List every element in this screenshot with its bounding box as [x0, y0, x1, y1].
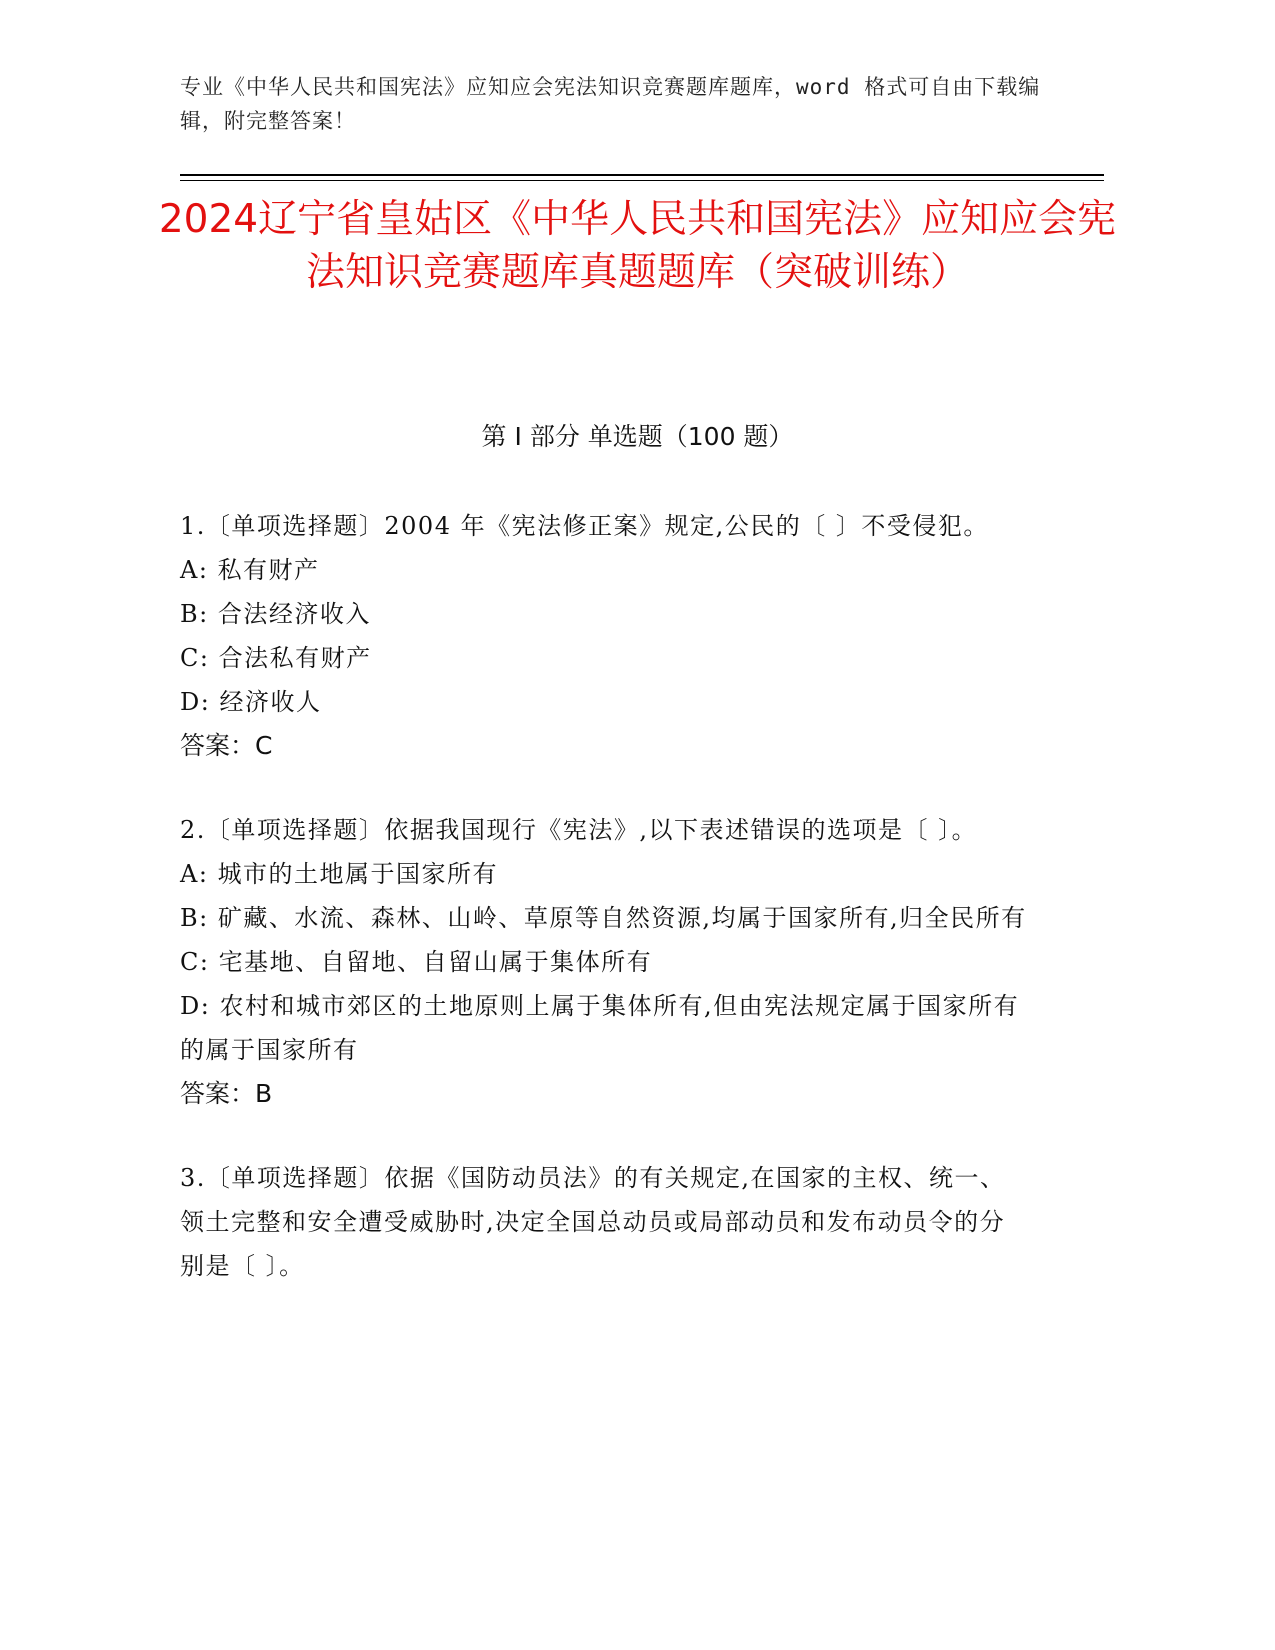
- question-2: [180, 808, 1030, 1116]
- option-c: [180, 636, 1030, 680]
- question-3: [180, 1156, 1030, 1288]
- option-key: B:: [180, 600, 209, 628]
- question-text: 3.〔单项选择题〕依据《国防动员法》的有关规定,在国家的主权、统一、领土完整和安全遭受威胁时,决定全国总动员或局部动员和发布动员令的分别是〔 〕。: [180, 1164, 1006, 1280]
- option-d: [180, 984, 1030, 1072]
- question-1: [180, 504, 1030, 768]
- option-a: [180, 852, 1030, 896]
- option-text: 经济收人: [219, 688, 322, 716]
- section-heading: 第 I 部分 单选题（100 题）: [481, 422, 794, 451]
- option-text: 合法私有财产: [218, 644, 372, 672]
- option-key: A:: [180, 860, 209, 888]
- question-text: 1.〔单项选择题〕2004 年《宪法修正案》规定,公民的〔 〕不受侵犯。: [180, 512, 989, 540]
- option-text: 合法经济收入: [217, 600, 371, 628]
- option-text: 矿藏、水流、森林、山岭、草原等自然资源,均属于国家所有,归全民所有: [217, 904, 1027, 932]
- option-text: 城市的土地属于国家所有: [217, 860, 499, 888]
- question-text: 2.〔单项选择题〕依据我国现行《宪法》,以下表述错误的选项是〔 〕。: [180, 816, 978, 844]
- option-c: [180, 940, 1030, 984]
- option-b: [180, 896, 1030, 940]
- answer-line: 答案：B: [180, 1079, 273, 1108]
- option-key: B:: [180, 904, 209, 932]
- option-key: D:: [180, 688, 211, 716]
- intro-text: 专业《中华人民共和国宪法》应知应会宪法知识竞赛题库题库，word 格式可自由下载编辑，附完整答案！: [180, 75, 1041, 133]
- option-text: 农村和城市郊区的土地原则上属于集体所有,但由宪法规定属于国家所有的属于国家所有: [180, 992, 1020, 1064]
- option-key: D:: [180, 992, 211, 1020]
- option-d: [180, 680, 1030, 724]
- option-text: 私有财产: [217, 556, 320, 584]
- option-text: 宅基地、自留地、自留山属于集体所有: [218, 948, 653, 976]
- answer-line: 答案：C: [180, 731, 273, 760]
- option-key: A:: [180, 556, 209, 584]
- option-key: C:: [180, 644, 210, 672]
- option-b: [180, 592, 1030, 636]
- document-title: 2024辽宁省皇姑区《中华人民共和国宪法》应知应会宪法知识竞赛题库真题题库（突破训练）: [158, 197, 1117, 295]
- question-list: [180, 504, 1030, 1328]
- option-a: [180, 548, 1030, 592]
- header-divider: [180, 174, 1104, 181]
- option-key: C:: [180, 948, 210, 976]
